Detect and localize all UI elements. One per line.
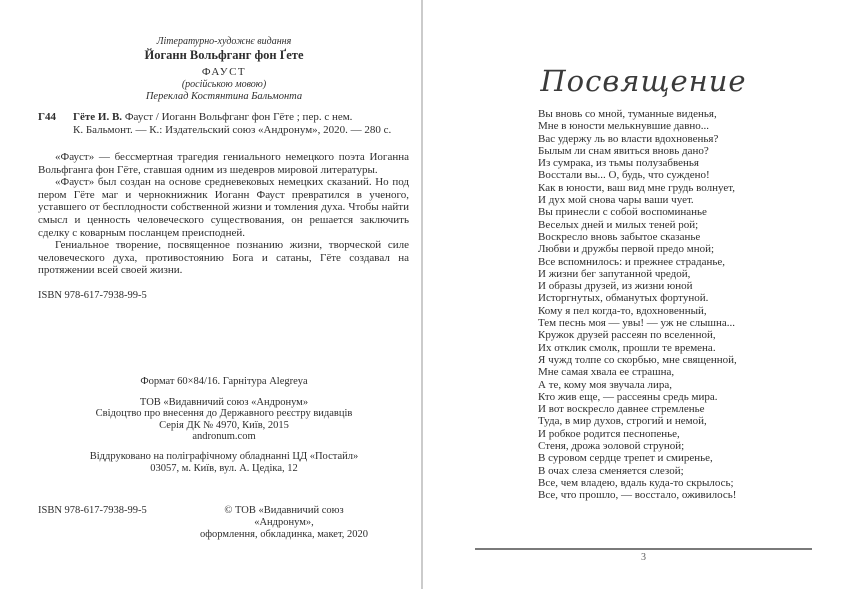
- translator-note: Переклад Костянтина Бальмонта: [145, 91, 303, 102]
- annotation-paragraph: «Фауст» был создан на основе средневековых немецких сказаний. Но под пером Гёте маг и чернокнижник Иоганн Фауст превратился в ученого, уставшего от бесплодности собственной жизни и томления духа. Чтобы найти смысл и ценность человеческого существования, он решается заключить сделку с коварным посланцем преисподней.: [38, 176, 409, 239]
- annotation-paragraph: Гениальное творение, посвященное познанию жизни, творческой силе человеческого духа, противостоянию Бога и сатаны, Гёте создавал на протяжении всей своей жизни.: [38, 239, 409, 277]
- isbn-number: ISBN 978-617-7938-99-5: [38, 290, 147, 301]
- poem-line: Веселых дней и милых теней рой;: [538, 218, 699, 231]
- page-number: 3: [641, 552, 646, 563]
- footer-rule: [475, 548, 812, 550]
- catalog-line-2: К. Бальмонт. — К.: Издательский союз «Андронум», 2020. — 280 с.: [73, 124, 392, 136]
- poem-line: Все, что прошло, — восстало, оживилось!: [538, 489, 737, 502]
- catalog-line-1-rest: Фауст / Иоганн Вольфганг фон Гёте ; пер. с нем.: [124, 111, 353, 123]
- printing-line: 03057, м. Київ, вул. А. Цедіка, 12: [150, 462, 298, 474]
- author-name: Йоганн Вольфганг фон Ґете: [144, 48, 304, 62]
- poem-line: Восстали вы... О, будь, что суждено!: [538, 169, 710, 182]
- poem-line: Из сумрака, из тьмы полузабвенья: [538, 157, 699, 170]
- publisher-line: ТОВ «Видавничий союз «Андронум»: [139, 396, 309, 408]
- chapter-title: Посвящение: [540, 64, 747, 98]
- poem-line: Туда, в мир духов, строгий и немой,: [538, 415, 707, 428]
- publisher-line: Серія ДК № 4970, Київ, 2015: [159, 419, 289, 431]
- poem-line: Вы принесли с собой воспоминанье: [538, 206, 707, 219]
- poem-line: Воскресло вновь забытое сказанье: [538, 230, 701, 243]
- poem-line: Кружок друзей рассеян по вселенной,: [538, 329, 716, 342]
- publisher-line: Свідоцтво про внесення до Державного реєстру видавців: [95, 408, 353, 420]
- catalog-author-bold: Гёте И. В.: [73, 111, 123, 123]
- publisher-website: andronum.com: [192, 431, 256, 443]
- poem-line: В очах слеза сменяется слезой;: [538, 464, 684, 477]
- annotation-paragraph: «Фауст» — бессмертная трагедия гениального немецкого поэта Иоганна Вольфганга фон Гёте, ставшая одним из шедевров мировой литературы.: [38, 151, 409, 176]
- copyright-line: © ТОВ «Видавничий союз «Андронум»,: [224, 505, 344, 528]
- page-divider: [421, 0, 423, 589]
- poem-line: И робкое родится песнопенье,: [538, 427, 680, 440]
- poem-line: А те, кому моя звучала лира,: [538, 378, 673, 391]
- copyright-notice: [196, 505, 372, 541]
- poem-line: И дух мой снова чары ваши чует.: [538, 194, 694, 207]
- poem-line: В суровом сердце трепет и смиренье,: [538, 452, 713, 465]
- printing-line: Віддруковано на поліграфічному обладнанні ЦД «Постайл»: [89, 450, 359, 462]
- poem-line: Как в юности, ваш вид мне грудь волнует,: [538, 181, 735, 194]
- poem-line: Стеня, дрожа эоловой струной;: [538, 440, 685, 453]
- copyright-line: оформлення, обкладинка, макет, 2020: [199, 529, 369, 540]
- poem-line: Вас удержу ль во власти вдохновенья?: [538, 132, 719, 145]
- imprint-block: [38, 376, 410, 474]
- poem-line: Мне в юности мелькнувшие давно...: [538, 120, 710, 133]
- poem-line: Их отклик смолк, прошли те времена.: [538, 341, 716, 354]
- title-block: [38, 36, 410, 102]
- language-note: (російською мовою): [181, 79, 267, 90]
- poem-line: Былым ли снам явиться вновь дано?: [538, 144, 709, 157]
- poem-line: Кому я пел когда-то, вдохновенный,: [538, 304, 707, 317]
- poem-line: Все, чем владею, вдаль куда-то скрылось;: [538, 476, 734, 489]
- book-title: ФАУСТ: [201, 66, 247, 78]
- publisher-info: [38, 397, 410, 443]
- annotation-block: [38, 151, 409, 277]
- poem-text: [538, 108, 838, 502]
- catalog-text: [73, 111, 410, 137]
- catalog-code: Г44: [38, 111, 56, 123]
- format-line: Формат 60×84/16. Гарнітура Alegreya: [140, 376, 308, 387]
- catalog-line-1: [73, 111, 410, 124]
- poem-line: И жизни бег запутанной чредой,: [538, 267, 691, 280]
- poem-line: Все вспомнилось: и прежнее страданье,: [538, 255, 726, 268]
- catalog-entry: [38, 111, 410, 137]
- poem-line: Кто жив еще, — рассеяны средь мира.: [538, 390, 718, 403]
- poem-line: Любви и дружбы первой предо мной;: [538, 243, 715, 256]
- edition-note: Літературно-художнє видання: [156, 36, 292, 47]
- poem-line: Исторгнутых, обманутых фортуной.: [538, 292, 709, 305]
- isbn-footer: ISBN 978-617-7938-99-5: [38, 505, 147, 516]
- poem-line: И вот воскресло давнее стремленье: [538, 403, 705, 416]
- printing-info: [38, 451, 410, 474]
- poem-line: Я чужд толпе со скорбью, мне священной,: [538, 353, 737, 366]
- poem-line: Вы вновь со мной, туманные виденья,: [538, 108, 717, 120]
- poem-line: И образы друзей, из жизни юной: [538, 280, 693, 293]
- poem-line: Тем песнь моя — увы! — уж не слышна...: [538, 317, 736, 330]
- poem-line: Мне самая хвала ее страшна,: [538, 366, 675, 379]
